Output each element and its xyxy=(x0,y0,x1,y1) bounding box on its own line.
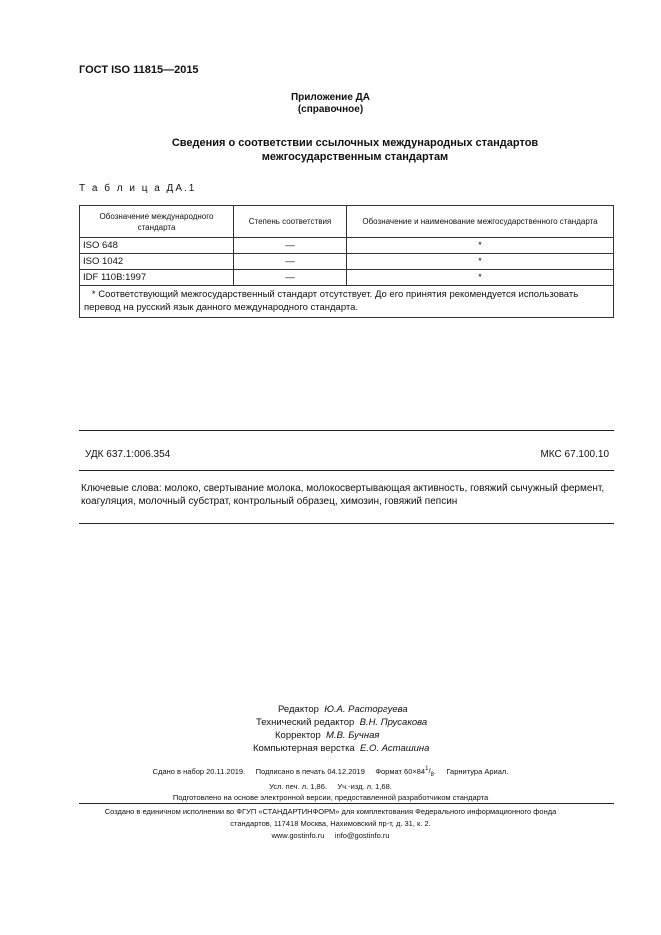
credit-person: В.Н. Прусакова xyxy=(359,717,428,728)
correspondence-table xyxy=(79,205,614,318)
credit-line xyxy=(240,729,500,742)
table-row xyxy=(80,238,614,254)
degree-cell: — xyxy=(234,238,347,254)
degree-cell: — xyxy=(234,270,347,286)
credit-line xyxy=(240,742,500,755)
national-standard-cell: * xyxy=(347,238,614,254)
publication-line: Сдано в набор 20.11.2019. Подписано в печать 04.12.2019 Формат $60\times 84^1/_8$. Гарнитура Ариал. xyxy=(152,766,509,778)
footer-line: стандартов, 117418 Москва, Нахимовский пр-т, д. 31, к. 2. xyxy=(230,819,431,828)
publisher-footer xyxy=(0,806,661,842)
credits-block xyxy=(240,703,500,755)
section-title-line1: Сведения о соответствии ссылочных международных стандартов xyxy=(171,137,539,149)
table-header-row xyxy=(80,206,614,238)
credit-role: Компьютерная верстка xyxy=(253,743,355,754)
national-standard-cell: * xyxy=(347,254,614,270)
national-standard-cell: * xyxy=(347,270,614,286)
section-title xyxy=(0,136,661,164)
edition-sheets: Уч.-изд. л. 1,68. xyxy=(337,782,392,791)
credit-person: Ю.А. Расторгуева xyxy=(324,704,408,715)
website-link[interactable]: www.gostinfo.ru xyxy=(271,831,325,840)
print-sheets: Усл. печ. л. 1,86. xyxy=(269,782,327,791)
footer-contacts xyxy=(0,830,661,842)
credit-role: Технический редактор xyxy=(256,717,355,728)
section-divider xyxy=(79,470,614,471)
credit-person: Е.О. Асташина xyxy=(360,743,430,754)
format-numerator: 1 xyxy=(425,766,429,772)
paper-format: Формат 60×84 xyxy=(375,766,426,776)
typeset-date: Сдано в набор 20.11.2019. xyxy=(152,766,246,776)
typeface: Гарнитура Ариал. xyxy=(446,766,509,776)
keywords: Ключевые слова: молоко, свертывание молока, молокосвертывающая активность, говяжий сычужный фермент, коагуляция, молочный субстрат, контрольный образец, химозин, говяжий пепсин xyxy=(81,483,605,507)
table-note-row xyxy=(80,286,614,318)
column-header: Обозначение и наименование межгосударственного стандарта xyxy=(347,206,614,238)
section-divider xyxy=(79,430,614,431)
table-note-text: * Соответствующий межгосударственный стандарт отсутствует. До его принятия рекомендуется использовать перевод на русский язык данного международного стандарта. xyxy=(84,289,579,313)
footer-divider xyxy=(79,803,614,804)
section-title-line2: межгосударственным стандартам xyxy=(261,151,449,163)
table-row xyxy=(80,254,614,270)
credit-line xyxy=(240,703,500,716)
table-caption: Т а б л и ц а ДА.1 xyxy=(79,183,197,194)
format-denominator: 8 xyxy=(430,772,434,778)
credit-role: Редактор xyxy=(278,704,319,715)
appendix-subtitle: (справочное) xyxy=(297,104,364,115)
publication-info xyxy=(0,764,661,803)
section-divider xyxy=(79,523,614,524)
credit-line xyxy=(240,716,500,729)
udk-code: УДК 637.1:006.354 xyxy=(85,449,171,460)
table-row xyxy=(80,270,614,286)
email-link[interactable]: info@gostinfo.ru xyxy=(334,831,390,840)
degree-cell: — xyxy=(234,254,347,270)
appendix-title: Приложение ДА xyxy=(290,92,371,103)
column-header: Степень соответствия xyxy=(234,206,347,238)
publication-line xyxy=(0,781,661,792)
table-note xyxy=(80,286,614,318)
mks-code: МКС 67.100.10 xyxy=(540,449,609,460)
intl-standard-cell: IDF 110B:1997 xyxy=(80,270,234,286)
column-header: Обозначение международного стандарта xyxy=(80,206,234,238)
intl-standard-cell: ISO 648 xyxy=(80,238,234,254)
credit-person: М.В. Бучная xyxy=(326,730,380,741)
signed-date: Подписано в печать 04.12.2019 xyxy=(255,766,365,776)
intl-standard-cell: ISO 1042 xyxy=(80,254,234,270)
footer-line: Создано в единичном исполнении во ФГУП «СТАНДАРТИНФОРМ» для комплектования Федерального информационного фонда xyxy=(104,807,557,816)
prepared-note: Подготовлено на основе электронной версии, предоставленной разработчиком стандарта xyxy=(172,793,489,802)
appendix-heading xyxy=(0,92,661,116)
standard-code: ГОСТ ISO 11815—2015 xyxy=(79,64,199,76)
credit-role: Корректор xyxy=(275,730,321,741)
